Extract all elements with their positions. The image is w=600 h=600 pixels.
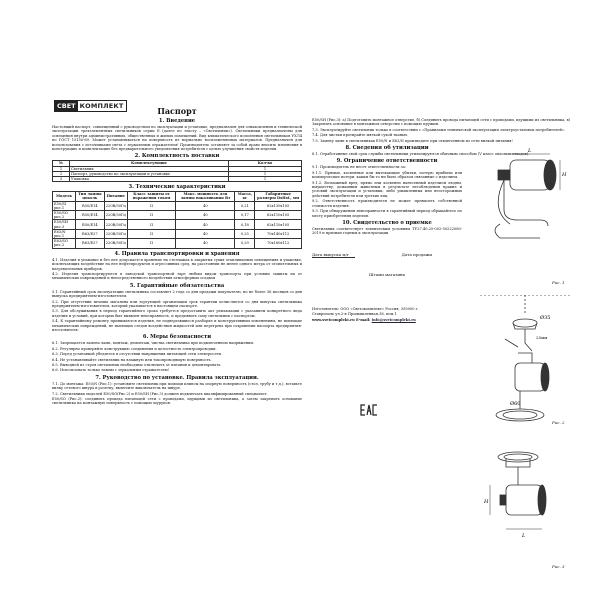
specs-header-row: [53, 192, 302, 201]
maker-text: Изготовитель: ООО «Светокомплект» Россия, 355000 г.: [312, 306, 419, 311]
table-cell: 1: [53, 166, 70, 171]
dim-hole-label: Ø35: [540, 315, 551, 321]
safety-heading: 6. Меры безопасности: [142, 334, 212, 341]
dim-60-label: Ø60: [510, 401, 521, 407]
install-p75: 7.5. Замену ламп в светильниках E50/N и E63/N производите при отключенном из сети вилкой питания!: [312, 138, 513, 143]
table-cell: E50/SI рис.1: [53, 201, 76, 210]
specs-heading: 3. Технические характеристики: [128, 184, 226, 191]
dim-25-label: 25мм: [536, 335, 548, 340]
table-cell: E50/SH рис.3: [53, 220, 76, 229]
responsibility-block: [312, 158, 462, 322]
warranty-heading: 5. Гарантийные обязательства: [129, 282, 225, 289]
install-cont: E50/SH (Рис.3): а) Подготовить монтажное отверстие, б) Соединить провода питающей сети с проводами, идущими из светильника, в) Закрепить основание в монтажном отверстии с помощью пружин.: [312, 118, 570, 127]
table-cell: 220В/50Гц: [104, 239, 127, 248]
document-title: Паспорт: [157, 106, 197, 116]
table-cell: 0,21: [235, 201, 255, 210]
table-cell: 40: [176, 211, 235, 220]
table-cell: Светильник: [70, 166, 229, 171]
kit-col-item: Комплектующие: [70, 161, 229, 166]
table-cell: Паспорт, руководство по эксплуатации и установке: [70, 171, 229, 176]
email-label: E-mail:: [355, 317, 371, 322]
fig3-label: Рис. 3: [552, 564, 565, 569]
table-cell: 3: [53, 177, 70, 182]
dim-h-label: H: [562, 172, 567, 178]
safety-p6: 6.6. Использовать только лампы с зеркальным отражателем!: [52, 368, 170, 373]
specs-table: [52, 191, 302, 248]
table-cell: 62x130x105: [255, 201, 302, 210]
figures-area: [470, 140, 580, 580]
intro-heading: 1. Введение: [158, 118, 196, 124]
table-cell: R50/E14: [75, 211, 104, 220]
warranty-p1: 5.1. Гарантийный срок эксплуатации светильника составляет 2 года со дня продажи покупателю, но не более 36 месяцев со дня выпуска предприятием-изготовителем.: [52, 289, 302, 299]
table-cell: 220В/50Гц: [104, 201, 127, 210]
cert-heading: 10. Свидетельство о приемке: [342, 219, 432, 226]
dim-h3-label: H: [484, 499, 489, 505]
transport-heading: 4. Правила транспортировки и хранения: [114, 250, 240, 257]
table-cell: 70x140x112: [255, 229, 302, 238]
table-cell: 2: [53, 171, 70, 176]
kit-col-qty: Кол-во: [229, 161, 302, 166]
lamp-clip-drawing-icon: [470, 140, 580, 270]
table-cell: II: [127, 229, 176, 238]
site-link[interactable]: www.svetcomplekt.ru: [312, 317, 355, 322]
table-cell: R63/E27: [75, 239, 104, 248]
table-cell: E63/N рис.1: [53, 229, 76, 238]
table-row: [53, 201, 302, 210]
warranty-p2: 5.2. При отсутствии штампа магазина или торгующей организации срок гарантии исчисляется со дня выпуска светильника предприятием-изготовителем, который указывается в настоящем паспорте.: [52, 299, 302, 308]
resp-item: 9.1.1. Прямые, косвенные или вытекающие убытки, потерю прибыли или коммерческие потери, каким бы то ни было образом связанные с изделием.: [312, 170, 462, 180]
dim-l-label: L: [528, 148, 532, 154]
table-cell: II: [127, 239, 176, 248]
shop-stamp-field: Штамп магазина: [368, 271, 406, 277]
intro-text: Настоящий паспорт, совмещенный с руководством по эксплуатации и установке, предназначен для ознакомления и технической эксплуатации трехэлементных светильников серии E (далее по тексту – «Светильник»). Светильники предназначены для освещения внутри административных, общественных и жилых помещений. Вид климатического исполнения светильников УХЛ4 по ГОСТ 15150-69. Может устанавливаться на поверхность из нормально воспламеняемых материалов. Предназначен для использования с источниками света с зеркальным отражателем! Производитель оставляет за собой право вносить изменения в конструкцию и комплектацию без предварительного уведомления потребителя с целью улучшения свойств изделия.: [52, 125, 302, 152]
table-cell: 220В/50Гц: [104, 220, 127, 229]
resp-p91: 9.1. Производитель не несет ответственности за:: [312, 165, 406, 170]
logo-part-a: СВЕТ: [57, 102, 76, 110]
specs-col-mass: Масса, кг: [235, 192, 255, 201]
safety-p1: 6.1. Запрещается замена ламп, монтаж, демонтаж, чистка светильника при подключенном напряжении.: [52, 341, 255, 346]
table-row: [53, 229, 302, 238]
table-cell: R50/E14: [75, 220, 104, 229]
table-cell: II: [127, 201, 176, 210]
util-heading: 8. Сведения об утилизации: [345, 145, 429, 152]
install-p3: E50/SO (Рис.2): соединить провода питающей сети с проводами, идущими из светильника, а затем закрепить основание светильника на монтажную поверхность с помощью шурупов.: [52, 397, 302, 406]
resp-item: 9.1.2. Возможный вред, прямо или косвенно нанесенный изделием людям, имуществу, домашним животным в результате несоблюдения правил и условий эксплуатации и установки, либо умышленных или неосторожных действий потребителя или третьих лиц.: [312, 180, 462, 198]
table-cell: 0,25: [235, 229, 255, 238]
table-cell: II: [127, 211, 176, 220]
specs-col-class: Класс защиты от поражения током: [127, 192, 176, 201]
specs-col-model: Модель: [53, 192, 76, 201]
issue-date-field: Дата выпуска м/г: [312, 252, 355, 258]
contacts: [312, 318, 462, 322]
table-cell: R50/E14: [75, 201, 104, 210]
fig2-label: Рис. 2: [552, 420, 565, 425]
transport-p2: 4.2. Изделия транспортируются в заводской транспортной таре любым видом транспорта при условии защиты их от механических повреждений и непосредственного воздействия атмосферных осадков: [52, 271, 302, 281]
eac-mark-icon: [360, 404, 378, 416]
signature-row: [312, 252, 462, 258]
kit-col-num: №: [53, 161, 70, 166]
table-cell: II: [127, 220, 176, 229]
table-cell: 62x110x105: [255, 220, 302, 229]
kit-table: [52, 160, 302, 182]
resp-item: 9.2. Ответственность производителя не может превысить собственной стоимости изделия.: [312, 199, 462, 208]
table-cell: 220В/50Гц: [104, 211, 127, 220]
table-cell: 220В/50Гц: [104, 229, 127, 238]
install-heading: 7. Руководство по установке. Правила эксплуатации.: [95, 374, 259, 381]
email-link[interactable]: info@svetcomplekt.ru: [371, 317, 416, 322]
safety-p4: 6.4. Не устанавливайте светильник на влажную или токопроводящую поверхность.: [52, 357, 212, 362]
table-cell: 40: [176, 229, 235, 238]
transport-p1: 4.1. Изделия в упаковке и без нее допускается хранение на стеллажах в закрытых сухих отапливаемых помещениях и упаковке, исключающих воздействие на нее нефтепродуктов и агрессивных сред, на расстоянии не менее одного метра от отопительных и нагревательных приборов.: [52, 257, 302, 271]
resp-heading: 9. Ограничение ответственности: [336, 158, 438, 165]
table-cell: 1: [229, 166, 302, 171]
install-p1: 7.1. До монтажа: E50/N (Рис.1): установите светильник при помощи клипсы на опорную поверхность (стол, трубу и т.д.), вставьте вилку сетевого шнура в розетку, включите выключатель на шнуре.: [52, 381, 302, 391]
table-cell: 70x160x112: [255, 239, 302, 248]
specs-col-dims: Габаритные размеры DxHxL, мм: [255, 192, 302, 201]
fig1-label: Рис. 1: [552, 280, 565, 285]
specs-col-watt: Макс. мощность для лампы накаливания Вт: [176, 192, 235, 201]
resp-item: 9.3. При обнаружении неисправности в гарантийный период обращайтесь по месту приобретения изделия.: [312, 209, 462, 218]
safety-p2: 6.2. Регулярно проверяйте конструкцию соединения и целостность электропроводки.: [52, 346, 217, 351]
table-cell: 40: [176, 220, 235, 229]
install-p73: 7.3. Эксплуатируйте светильник только в соответствии с «Правилами технической эксплуатации электроустановок потребителей».: [312, 127, 566, 132]
table-cell: 0,18: [235, 220, 255, 229]
warranty-p3: 5.3. Для обслуживания в период гарантийного срока требуется предоставить акт рекламации с указанием конкретного вида изделия и условий, при которых был выявлен неисправность, и предъявить саму светильник с паспортом.: [52, 309, 302, 318]
table-cell: 0,29: [235, 239, 255, 248]
specs-col-power: Питание: [104, 192, 127, 201]
specs-body: [53, 201, 302, 248]
lamp-recessed-drawing-icon: [470, 445, 580, 575]
install-p2: 7.2. Светильники моделей E50/SO(Рис.2) и E50/SH (Рис.3) должен подключать квалифицированный специалист.: [52, 391, 268, 396]
specs-col-lamp: Тип лампы цоколь: [75, 192, 104, 201]
left-column: [52, 100, 302, 407]
warranty-p4: 5.4. К гарантийному ремонту принимаются изделия, не подвергавшиеся разборке и конструктивным изменениям, не имеющие механических повреждений, не имеющих следов воздействия жидкостей или перегрева при сохранении паспорта предприятия-изготовителя.: [52, 319, 302, 332]
sale-date-field: Дата продажи: [401, 251, 432, 257]
cert-text: Светильник соответствует техническим условиям ТУ27.40.25-002-50222080-2019 и признан годным к эксплуатации: [312, 226, 462, 236]
table-cell: E63/SO рис.2: [53, 239, 76, 248]
dim-l3-label: L: [522, 533, 526, 539]
maker-address: Ставрополь ул.2-я Промышленная,38, пом.1: [312, 312, 397, 317]
table-cell: 40: [176, 201, 235, 210]
table-cell: 0,17: [235, 211, 255, 220]
table-cell: 1: [229, 177, 302, 182]
table-row: [53, 220, 302, 229]
table-cell: 40: [176, 239, 235, 248]
table-cell: R63/E27: [75, 229, 104, 238]
logo-part-b: КОМПЛЕКТ: [79, 102, 124, 110]
kit-heading: 2. Комплектность поставки: [134, 153, 220, 160]
install-p74: 7.4. Для чистки протирайте мягкой сухой тканью.: [312, 133, 409, 138]
table-cell: Упаковка: [70, 177, 229, 182]
table-row: [53, 211, 302, 220]
table-cell: 1: [229, 171, 302, 176]
table-row: [53, 239, 302, 248]
table-cell: E50/SO рис.2: [53, 211, 76, 220]
util-text: 8.1. Отработанные свой срок службы светильники утилизируются обычным способом (V класс опасных отходов).: [312, 152, 530, 157]
safety-p5: 6.5. Выводной из строя светильник необходимо отключить от питания и демонтировать.: [52, 363, 222, 367]
safety-p3: 6.3. Перед установкой убедитесь в отсутствии напряжения питающей сети электросети.: [52, 352, 223, 357]
table-row: [53, 177, 302, 182]
table-cell: 62x110x105: [255, 211, 302, 220]
